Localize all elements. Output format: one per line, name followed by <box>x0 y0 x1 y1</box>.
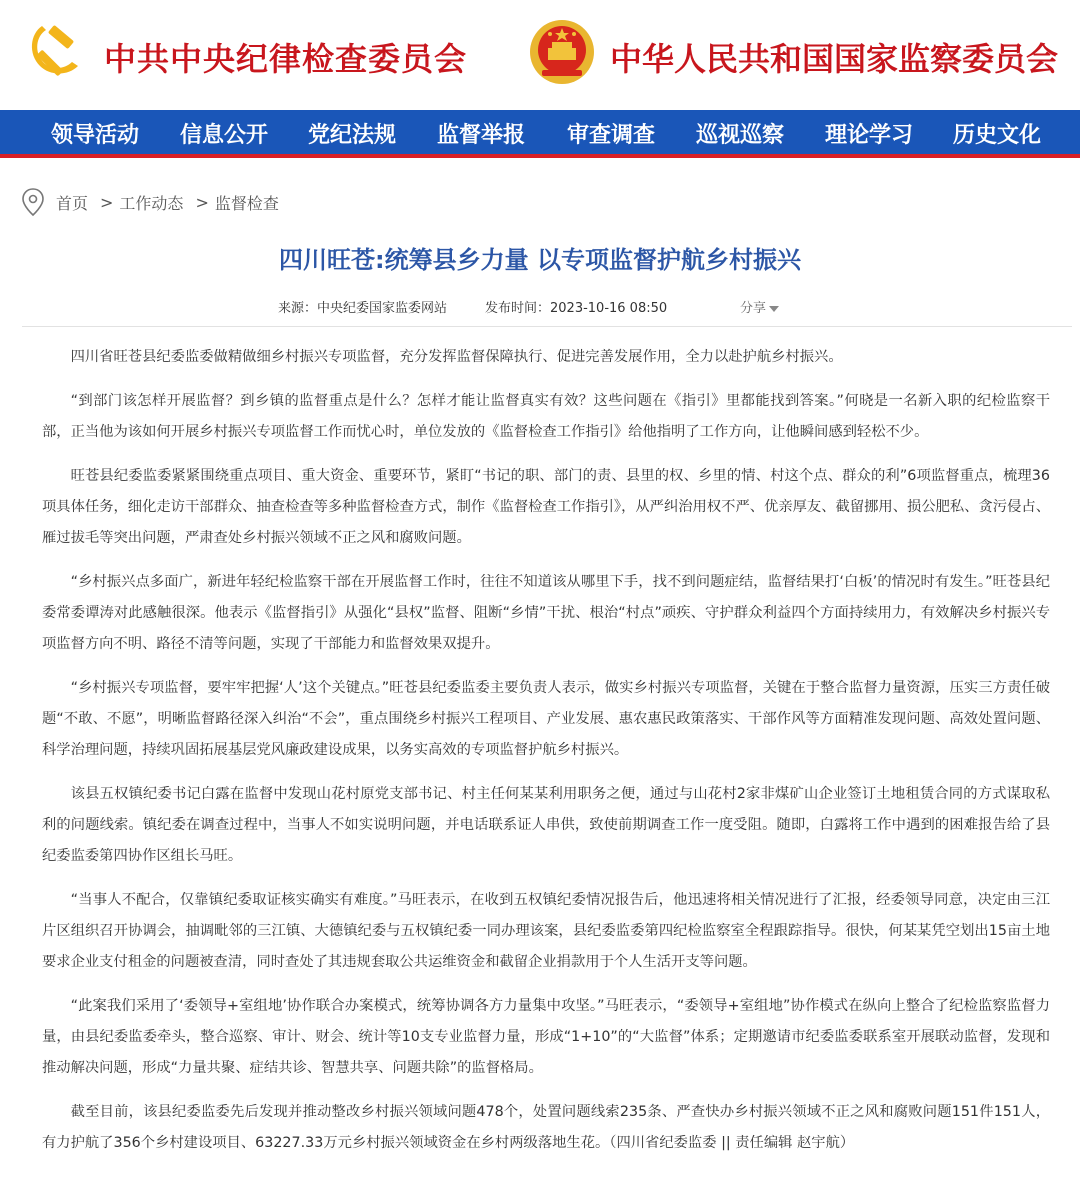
article-title: 四川旺苍:统筹县乡力量 以专项监督护航乡村振兴 <box>279 246 801 274</box>
article-paragraph: 该县五权镇纪委书记白露在监督中发现山花村原党支部书记、村主任何某某利用职务之便，通过与山花村2家非煤矿山企业签订土地租赁合同的方式谋取私利的问题线索。镇纪委在调查过程中，当事人不如实说明问题，并电话联系证人串供，致使前期调查工作一度受阻。随即，白露将工作中遇到的困难报告给了县纪委监委第四协作区组长马旺。 <box>42 786 1050 864</box>
location-pin-icon <box>20 187 46 217</box>
nav-item-supervision-report[interactable]: 监督举报 <box>437 122 526 148</box>
nav-item-investigation[interactable]: 审查调查 <box>567 122 656 148</box>
nav-item-theory[interactable]: 理论学习 <box>825 122 914 148</box>
nav-item-party-regulations[interactable]: 党纪法规 <box>308 122 397 148</box>
main-nav <box>0 110 1080 158</box>
hammer-sickle-icon <box>24 18 88 82</box>
chevron-down-icon <box>769 306 779 312</box>
nav-item-leadership[interactable]: 领导活动 <box>51 122 140 148</box>
breadcrumb-work-news[interactable]: 工作动态 <box>119 193 184 213</box>
article-paragraph: 四川省旺苍县纪委监委做精做细乡村振兴专项监督，充分发挥监督保障执行、促进完善发展作用，全力以赴护航乡村振兴。 <box>70 349 843 365</box>
article-paragraph: “到部门该怎样开展监督？到乡镇的监督重点是什么？怎样才能让监督真实有效？这些问题在《指引》里都能找到答案。”何晓是一名新入职的纪检监察干部，正当他为该如何开展乡村振兴专项监督工作而忧心时，单位发放的《监督检查工作指引》给他指明了工作方向，让他瞬间感到轻松不少。 <box>42 393 1050 440</box>
breadcrumb-home[interactable]: 首页 <box>56 193 89 213</box>
site-header <box>0 0 1080 110</box>
divider <box>22 326 1072 327</box>
article-source: 来源：中央纪委国家监委网站 <box>278 301 448 316</box>
article-paragraph: 旺苍县纪委监委紧紧围绕重点项目、重大资金、重要环节，紧盯“书记的职、部门的责、县里的权、乡里的情、村这个点、群众的利”6项监督重点，梳理36项具体任务，细化走访干部群众、抽查检查等多种监督检查方式，制作《监督检查工作指引》，从严纠治用权不严、优亲厚友、截留挪用、损公肥私、贪污侵占、雁过拔毛等突出问题，严肃查处乡村振兴领域不正之风和腐败问题。 <box>42 468 1050 546</box>
article-publish-time: 发布时间：2023-10-16 08:50 <box>485 301 668 316</box>
share-label: 分享 <box>740 301 767 316</box>
article-paragraph: “此案我们采用了‘委领导+室组地’协作联合办案模式，统筹协调各方力量集中攻坚。”马旺表示，“委领导+室组地”协作模式在纵向上整合了纪检监察监督力量，由县纪委监委牵头，整合巡察、审计、财会、统计等10支专业监督力量，形成“1+10”的“大监督”体系；定期邀请市纪委监委联系室开展联动监督，发现和推动解决问题，形成“力量共聚、症结共诊、智慧共享、问题共除”的监督格局。 <box>42 998 1050 1076</box>
national-emblem-icon <box>528 18 596 86</box>
breadcrumb <box>20 186 285 218</box>
article-paragraph: 截至目前，该县纪委监委先后发现并推动整改乡村振兴领域问题478个，处置问题线索235条、严查快办乡村振兴领域不正之风和腐败问题151件151人，有力护航了356个乡村建设项目、63227.33万元乡村振兴领域资金在乡村两级落地生花。（四川省纪委监委 || 责任编辑 赵宇航） <box>42 1104 1050 1151</box>
breadcrumb-separator: > <box>195 192 209 212</box>
share-button[interactable] <box>740 297 779 316</box>
nav-item-inspection[interactable]: 巡视巡察 <box>696 122 785 148</box>
article-paragraph: “乡村振兴点多面广，新进年轻纪检监察干部在开展监督工作时，往往不知道该从哪里下手，找不到问题症结，监督结果打‘白板’的情况时有发生。”旺苍县纪委常委谭涛对此感触很深。他表示《监督指引》从强化“县权”监督、阻断“乡情”干扰、根治“村点”顽疾、守护群众利益四个方面持续用力，有效解决乡村振兴专项监督方向不明、路径不清等问题，实现了干部能力和监督效果双提升。 <box>42 574 1050 652</box>
breadcrumb-separator: > <box>100 192 114 212</box>
nav-item-history[interactable]: 历史文化 <box>953 122 1042 148</box>
org-name-nsc: 中华人民共和国国家监察委员会 <box>610 40 1059 78</box>
nav-item-info-disclosure[interactable]: 信息公开 <box>180 122 269 148</box>
article-paragraph: “乡村振兴专项监督，要牢牢把握‘人’这个关键点。”旺苍县纪委监委主要负责人表示，做实乡村振兴专项监督，关键在于整合监督力量资源，压实三方责任破题“不敢、不愿”，明晰监督路径深入纠治“不会”，重点围绕乡村振兴工程项目、产业发展、惠农惠民政策落实、干部作风等方面精准发现问题、高效处置问题、科学治理问题，持续巩固拓展基层党风廉政建设成果，以务实高效的专项监督护航乡村振兴。 <box>42 680 1050 758</box>
article-body <box>42 342 1050 1172</box>
article-paragraph: “当事人不配合，仅靠镇纪委取证核实确实有难度。”马旺表示，在收到五权镇纪委情况报告后，他迅速将相关情况进行了汇报，经委领导同意，决定由三江片区组织召开协调会，抽调毗邻的三江镇、大德镇纪委与五权镇纪委一同办理该案，县纪委监委第四纪检监察室全程跟踪指导。很快，何某某凭空划出15亩土地要求企业支付租金的问题被查清，同时查处了其违规套取公共运维资金和截留企业捐款用于个人生活开支等问题。 <box>42 892 1050 970</box>
org-name-ccdi: 中共中央纪律检查委员会 <box>104 40 468 78</box>
breadcrumb-supervision[interactable]: 监督检查 <box>214 193 279 213</box>
